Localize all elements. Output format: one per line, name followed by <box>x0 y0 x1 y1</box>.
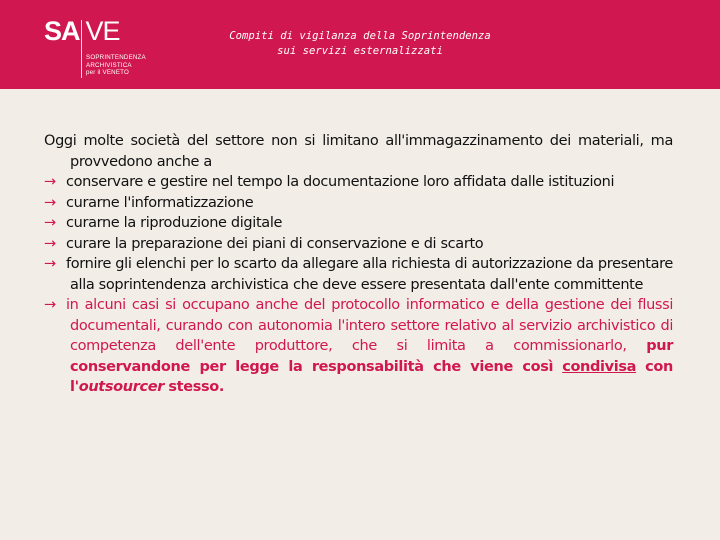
arrow-icon: → <box>44 174 56 190</box>
slide-title: Compiti di vigilanza della Soprintendenza sui servizi esternalizzati <box>229 30 491 57</box>
list-item: → conservare e gestire nel tempo la documentazione loro affidata dalle istituzioni <box>44 172 673 193</box>
header-banner <box>0 0 720 89</box>
list-item: → curarne la riproduzione digitale <box>44 213 673 234</box>
save-logo <box>44 16 146 76</box>
arrow-icon: → <box>44 194 56 211</box>
intro-paragraph: Oggi molte società del settore non si limitano all'immagazzinamento dei materiali, ma provvedono anche a <box>44 133 673 170</box>
arrow-icon: → <box>44 215 56 231</box>
logo-separator <box>81 20 82 78</box>
list-item: → fornire gli elenchi per lo scarto da allegare alla richiesta di autorizzazione da presentare alla soprintendenza archivistica che deve essere presentata dall'ente committente <box>44 256 673 293</box>
slide-body <box>44 131 673 398</box>
list-item-highlighted: → in alcuni casi si occupano anche del protocollo informatico e della gestione dei flussi documentali, curando con autonomia l'intero settore relativo al servizio archivistico di competenza dell'ente produttore, che si limita a commissionarlo, pur conservandone per legge la responsabilità che viene così condivisa con l'outsourcer stesso. <box>44 297 673 395</box>
italic-word: outsourcer <box>78 379 165 395</box>
arrow-icon: → <box>44 256 56 272</box>
logo-subtitle: SOPRINTENDENZA ARCHIVISTICA per il VENETO <box>86 54 146 76</box>
list-item: → curarne l'informatizzazione <box>44 193 673 214</box>
arrow-icon: → <box>44 297 56 313</box>
arrow-icon: → <box>44 235 56 252</box>
logo-ve: VE <box>85 16 120 46</box>
logo-sa: SA <box>44 16 80 46</box>
underlined-word: condivisa <box>562 358 637 375</box>
list-item: → curare la preparazione dei piani di conservazione e di scarto <box>44 234 673 255</box>
